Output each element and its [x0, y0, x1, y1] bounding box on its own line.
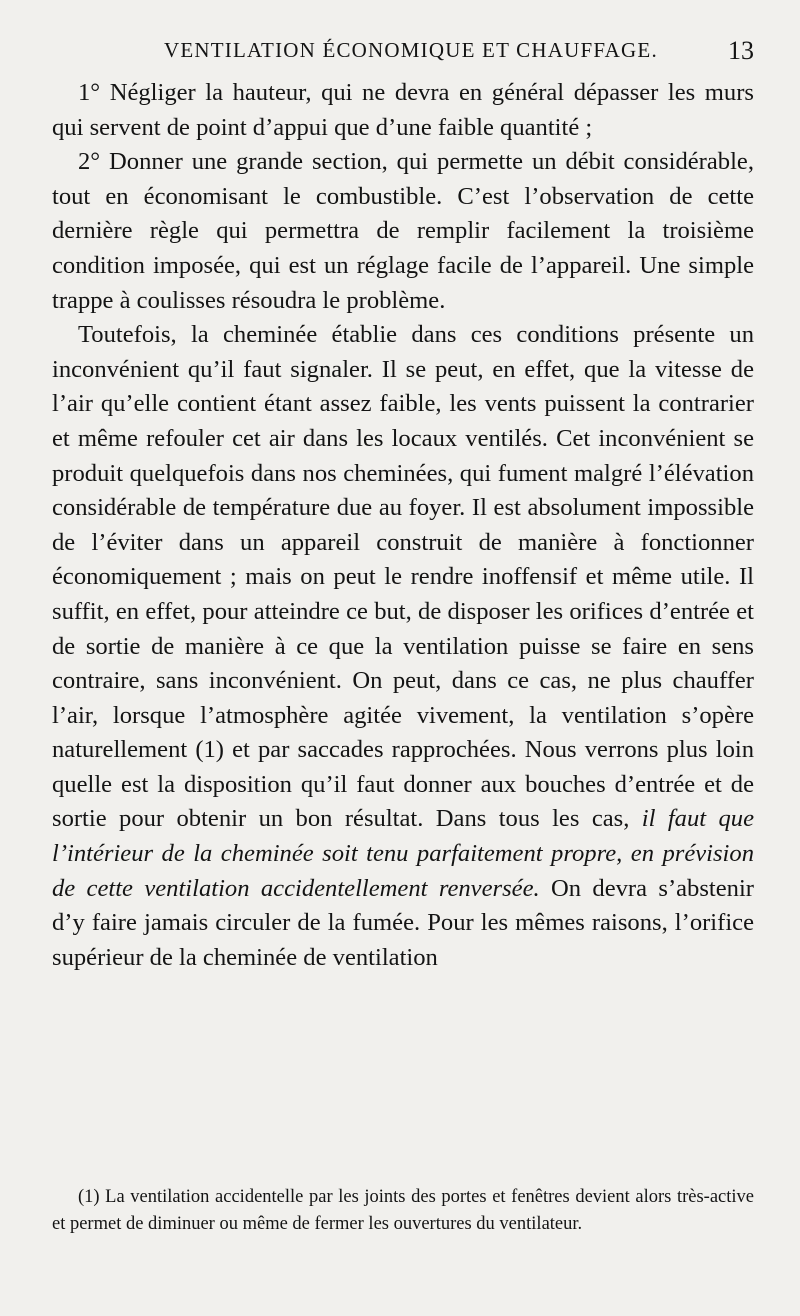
main-text — [52, 76, 754, 975]
paragraph-text-continued: On devra s’abstenir d’y faire jamais circuler de la fumée. Pour les mêmes raisons, l’orifice supérieur de la cheminée de ventilation — [52, 874, 754, 971]
paragraph-rule-2: 2° Donner une grande section, qui permette un débit considérable, tout en économisant le combustible. C’est l’observation de cette dernière règle qui permettra de remplir facilement la troisième condition imposée, qui est un réglage facile de l’appareil. Une simple trappe à coulisses résoudra le problème. — [52, 148, 754, 314]
paragraph-text: Toutefois, la cheminée établie dans ces conditions présente un inconvénient qu’il faut signaler. Il se peut, en effet, que la vitesse de l’air qu’elle contient étant assez faible, les vents puissent la contrarier et même refouler cet air dans les locaux ventilés. Cet inconvénient se produit quelquefois dans nos cheminées, qui fument malgré l’élévation considérable de température due au foyer. Il est absolument impossible de l’éviter dans un appareil construit de manière à fonctionner économiquement ; mais on peut le rendre inoffensif et même utile. Il suffit, en effet, pour atteindre ce but, de disposer les orifices d’entrée et de sortie de manière à ce que la ventilation puisse se faire en sens contraire, sans inconvénient. On peut, dans ce cas, ne plus chauffer l’air, lorsque l’atmosphère agitée vivement, la ventilation s’opère naturellement (1) et par saccades rapprochées. Nous verrons plus loin quelle est la disposition qu’il faut donner aux bouches d’entrée et de sortie pour obtenir un bon résultat. Dans tous les cas, — [52, 321, 754, 833]
footnote — [52, 1184, 754, 1238]
italic-emphasis: il faut que l’intérieur de la cheminée soit tenu parfaitement propre, en prévision de cette ventilation accidentellement renversée. — [52, 805, 755, 902]
page-header — [52, 32, 754, 72]
page-number: 13 — [728, 36, 754, 65]
running-title: VENTILATION ÉCONOMIQUE ET CHAUFFAGE. — [164, 38, 658, 62]
paragraph-rule-1: 1° Négliger la hauteur, qui ne devra en général dépasser les murs qui servent de point d’appui que d’une faible quantité ; — [52, 79, 754, 141]
paragraph-toutefois — [52, 318, 754, 975]
footnote-text: (1) La ventilation accidentelle par les joints des portes et fenêtres devient alors très-active et permet de diminuer ou même de fermer les ouvertures du ventilateur. — [52, 1187, 754, 1234]
